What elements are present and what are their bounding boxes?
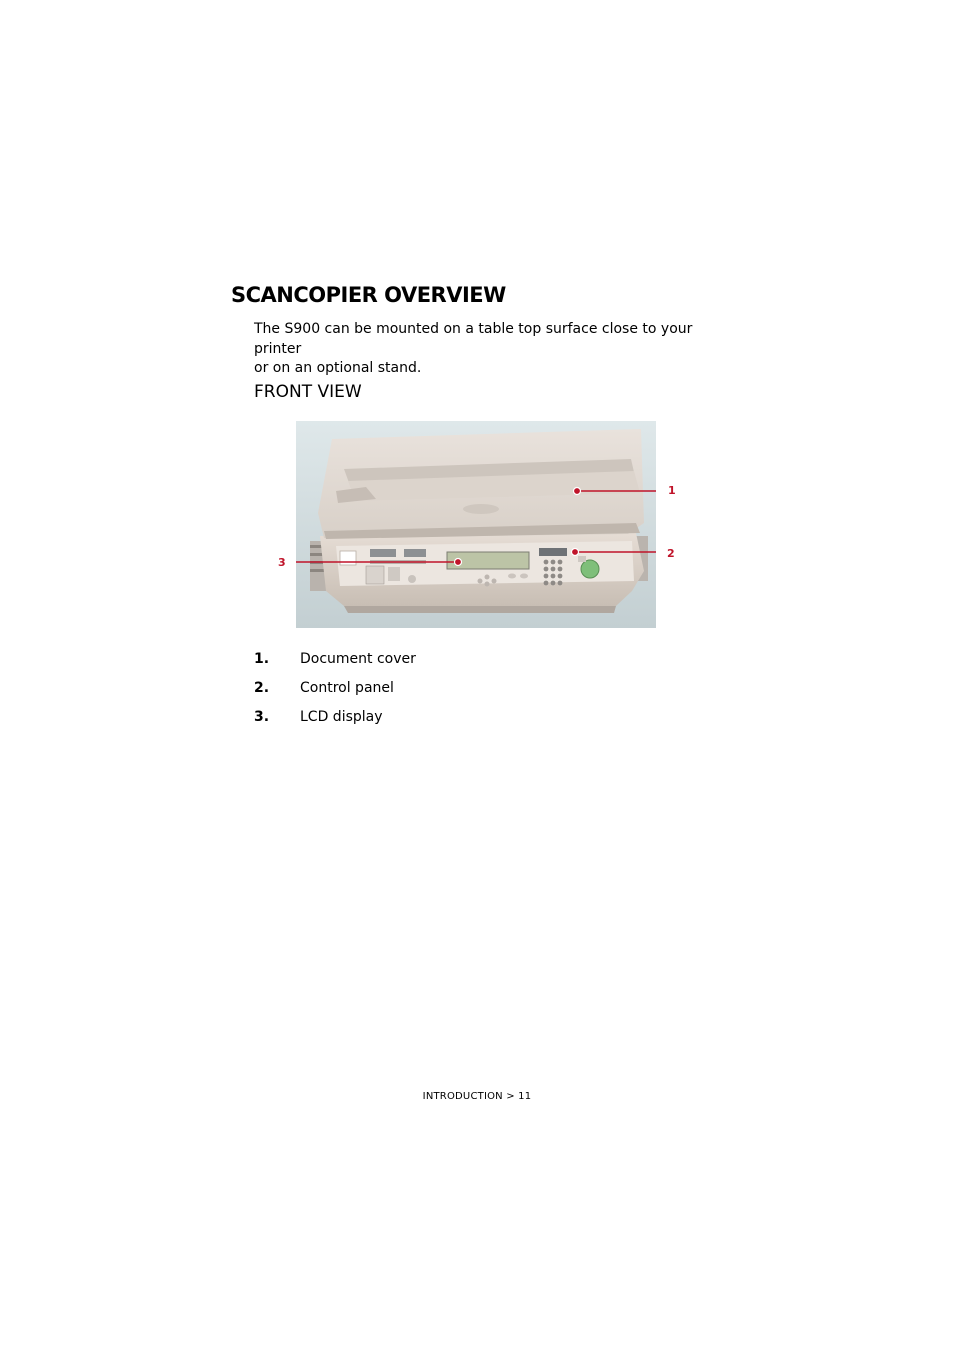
list-item-label: Document cover xyxy=(300,651,416,667)
callout-label-1: 1 xyxy=(668,484,676,497)
intro-paragraph xyxy=(254,320,734,379)
section-subheading: FRONT VIEW xyxy=(254,382,362,402)
scanner-photo xyxy=(296,421,656,628)
list-item-number: 1. xyxy=(254,651,270,667)
page-footer: INTRODUCTION > 11 xyxy=(422,1091,532,1102)
callout-label-3: 3 xyxy=(278,556,286,569)
list-item-label: LCD display xyxy=(300,709,383,725)
intro-line-2: or on an optional stand. xyxy=(254,360,422,376)
callout-label-2: 2 xyxy=(667,547,675,560)
list-item-label: Control panel xyxy=(300,680,394,696)
intro-line-1: The S900 can be mounted on a table top surface close to your printer xyxy=(254,321,693,357)
list-item-number: 2. xyxy=(254,680,270,696)
page-title: SCANCOPIER OVERVIEW xyxy=(231,283,506,307)
list-item-number: 3. xyxy=(254,709,270,725)
